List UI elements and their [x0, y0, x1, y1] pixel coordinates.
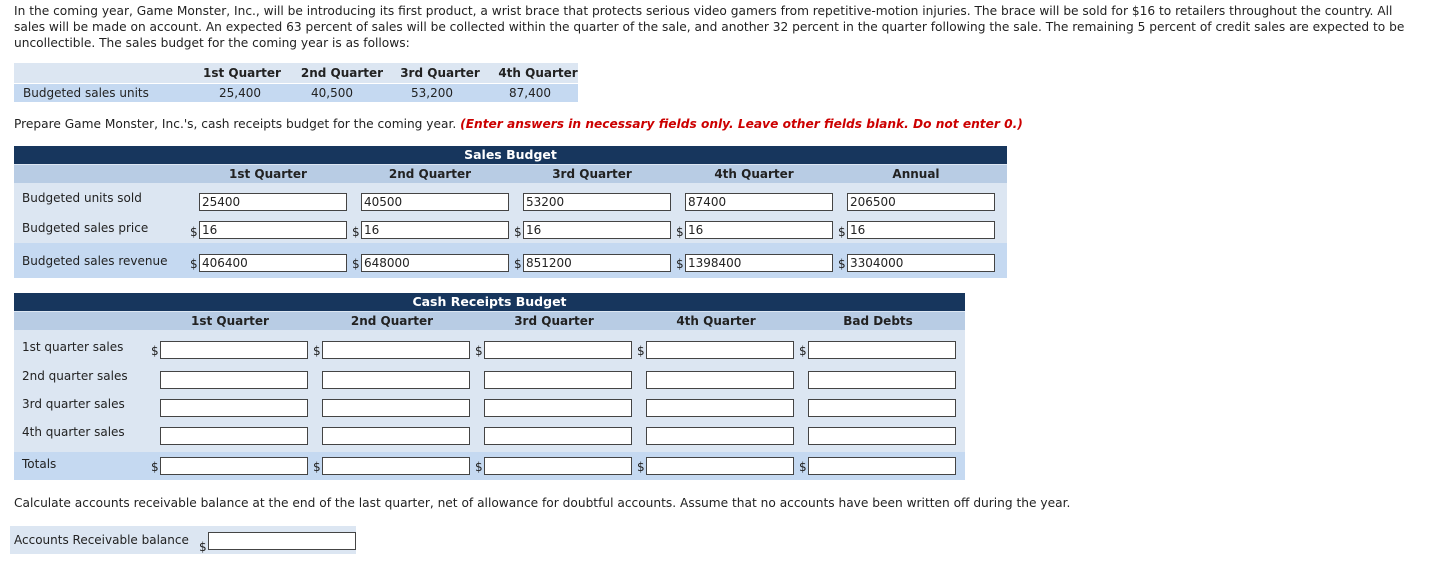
- price-q1-dollar: $: [190, 225, 198, 239]
- cash-budget-header-row: [14, 312, 965, 330]
- cash-q4sales-q2-input[interactable]: [322, 427, 470, 445]
- cash-totals-bad-debts-input[interactable]: [808, 457, 956, 475]
- sales-revenue-q1-input[interactable]: [199, 254, 347, 272]
- cash-r1-c1-dollar: $: [151, 344, 159, 358]
- price-q2-dollar: $: [352, 225, 360, 239]
- sales-header-q4: 4th Quarter: [714, 167, 794, 181]
- sales-price-annual-input[interactable]: [847, 221, 995, 239]
- revenue-q2-dollar: $: [352, 257, 360, 271]
- cash-q2sales-q3-input[interactable]: [484, 371, 632, 389]
- price-annual-dollar: $: [838, 225, 846, 239]
- cash-row-label-q2-sales: 2nd quarter sales: [22, 369, 128, 383]
- revenue-q1-dollar: $: [190, 257, 198, 271]
- sales-budget-title: Sales Budget: [14, 146, 1007, 164]
- sales-revenue-q4-input[interactable]: [685, 254, 833, 272]
- units-row-label: Budgeted sales units: [23, 86, 149, 100]
- sales-row-label-revenue: Budgeted sales revenue: [22, 254, 168, 268]
- sales-header-q1: 1st Quarter: [229, 167, 307, 181]
- sales-price-q3-input[interactable]: [523, 221, 671, 239]
- price-q3-dollar: $: [514, 225, 522, 239]
- units-value-q2: 40,500: [311, 86, 353, 100]
- units-sold-annual-input[interactable]: [847, 193, 995, 211]
- cash-row-label-totals: Totals: [22, 457, 57, 471]
- cash-q1sales-q3-input[interactable]: [484, 341, 632, 359]
- ar-instruction: Calculate accounts receivable balance at the end of the last quarter, net of allowance for doubtful accounts. Assume that no accounts have been written off during the year.: [14, 496, 1071, 510]
- cash-total-c1-dollar: $: [151, 460, 159, 474]
- units-sold-q1-input[interactable]: [199, 193, 347, 211]
- sales-row-label-units: Budgeted units sold: [22, 191, 142, 205]
- sales-units-table: [14, 63, 578, 101]
- cash-total-c2-dollar: $: [313, 460, 321, 474]
- cash-totals-q1-input[interactable]: [160, 457, 308, 475]
- sales-header-annual: Annual: [892, 167, 940, 181]
- cash-header-q1: 1st Quarter: [191, 314, 269, 328]
- cash-total-c5-dollar: $: [799, 460, 807, 474]
- ar-balance-input[interactable]: [208, 532, 356, 550]
- cash-totals-q3-input[interactable]: [484, 457, 632, 475]
- units-sold-q2-input[interactable]: [361, 193, 509, 211]
- problem-intro: In the coming year, Game Monster, Inc., will be introducing its first product, a wrist brace that protects serious video gamers from repetitive-motion injuries. The brace will be sold for $16 to retailers throughout the country. All sales will be made on account. An expected 63 percent of sales will be collected within the quarter of the sale, and another 32 percent in the quarter following the sale. The remaining 5 percent of credit sales are expected to be uncollectible. The sales budget for the coming year is as follows:: [14, 4, 1405, 50]
- cash-total-c4-dollar: $: [637, 460, 645, 474]
- units-value-q1: 25,400: [219, 86, 261, 100]
- cash-q3sales-bad-debts-input[interactable]: [808, 399, 956, 417]
- cash-row-label-q1-sales: 1st quarter sales: [22, 340, 124, 354]
- cash-r1-c2-dollar: $: [313, 344, 321, 358]
- sales-price-q2-input[interactable]: [361, 221, 509, 239]
- instruction-text: Prepare Game Monster, Inc.'s, cash receipts budget for the coming year.: [14, 117, 457, 131]
- sales-header-q2: 2nd Quarter: [388, 167, 472, 181]
- ar-dollar: $: [199, 540, 207, 554]
- sales-revenue-q3-input[interactable]: [523, 254, 671, 272]
- cash-r1-c5-dollar: $: [799, 344, 807, 358]
- sales-header-q3: 3rd Quarter: [552, 167, 632, 181]
- cash-q4sales-q3-input[interactable]: [484, 427, 632, 445]
- units-header-q2: 2nd Quarter: [300, 66, 384, 80]
- cash-q3sales-q4-input[interactable]: [646, 399, 794, 417]
- cash-q2sales-q2-input[interactable]: [322, 371, 470, 389]
- units-header-q3: 3rd Quarter: [400, 66, 480, 80]
- cash-header-q3: 3rd Quarter: [514, 314, 594, 328]
- revenue-q4-dollar: $: [676, 257, 684, 271]
- cash-r1-c3-dollar: $: [475, 344, 483, 358]
- cash-header-q2: 2nd Quarter: [350, 314, 434, 328]
- cash-q3sales-q1-input[interactable]: [160, 399, 308, 417]
- cash-q1sales-bad-debts-input[interactable]: [808, 341, 956, 359]
- sales-budget-header-row: [14, 165, 1007, 183]
- instruction-note: (Enter answers in necessary fields only. Leave other fields blank. Do not enter 0.): [460, 117, 1023, 131]
- sales-revenue-q2-input[interactable]: [361, 254, 509, 272]
- sales-row-label-price: Budgeted sales price: [22, 221, 149, 235]
- revenue-q3-dollar: $: [514, 257, 522, 271]
- cash-totals-q2-input[interactable]: [322, 457, 470, 475]
- cash-q4sales-bad-debts-input[interactable]: [808, 427, 956, 445]
- units-value-q3: 53,200: [411, 86, 453, 100]
- cash-q1sales-q1-input[interactable]: [160, 341, 308, 359]
- cash-header-q4: 4th Quarter: [676, 314, 756, 328]
- cash-q3sales-q2-input[interactable]: [322, 399, 470, 417]
- revenue-annual-dollar: $: [838, 257, 846, 271]
- cash-q2sales-q4-input[interactable]: [646, 371, 794, 389]
- cash-totals-q4-input[interactable]: [646, 457, 794, 475]
- units-sold-q3-input[interactable]: [523, 193, 671, 211]
- sales-price-q1-input[interactable]: [199, 221, 347, 239]
- cash-q2sales-q1-input[interactable]: [160, 371, 308, 389]
- cash-q3sales-q3-input[interactable]: [484, 399, 632, 417]
- sales-price-q4-input[interactable]: [685, 221, 833, 239]
- price-q4-dollar: $: [676, 225, 684, 239]
- instruction-line: [14, 117, 1023, 131]
- cash-row-label-q4-sales: 4th quarter sales: [22, 425, 125, 439]
- cash-budget-title: Cash Receipts Budget: [14, 293, 965, 311]
- cash-total-c3-dollar: $: [475, 460, 483, 474]
- units-value-q4: 87,400: [509, 86, 551, 100]
- units-sold-q4-input[interactable]: [685, 193, 833, 211]
- sales-revenue-annual-input[interactable]: [847, 254, 995, 272]
- cash-q2sales-bad-debts-input[interactable]: [808, 371, 956, 389]
- ar-label: Accounts Receivable balance: [14, 533, 189, 547]
- cash-row-label-q3-sales: 3rd quarter sales: [22, 397, 125, 411]
- units-header-q4: 4th Quarter: [498, 66, 578, 80]
- cash-header-bad-debts: Bad Debts: [843, 314, 913, 328]
- cash-q1sales-q2-input[interactable]: [322, 341, 470, 359]
- cash-q4sales-q4-input[interactable]: [646, 427, 794, 445]
- cash-q4sales-q1-input[interactable]: [160, 427, 308, 445]
- cash-q1sales-q4-input[interactable]: [646, 341, 794, 359]
- units-header-q1: 1st Quarter: [203, 66, 281, 80]
- cash-r1-c4-dollar: $: [637, 344, 645, 358]
